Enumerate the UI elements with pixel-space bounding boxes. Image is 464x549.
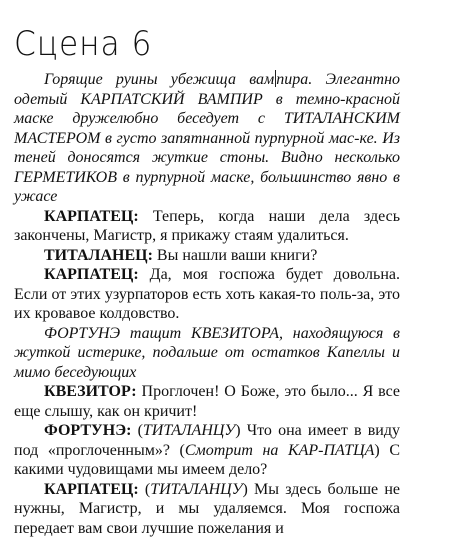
stage-direction: ФОРТУНЭ тащит КВЕЗИТОРА, находящуюся в жуткой истерике, подальше от остатков Капеллы и мимо беседующих — [14, 324, 400, 381]
dialogue-text: ) Что она имеет в виду под «проглоченным»? ( — [14, 422, 400, 459]
dialogue-line — [14, 265, 400, 324]
dialogue-text: ( — [138, 480, 151, 498]
speaker-name: КАРПАТЕЦ: — [44, 480, 139, 498]
stage-direction-text-b: пира. Элегантно одетый КАРПАТСКИЙ ВАМПИР в темно-красной маске дружелюбно беседует с ТИТАЛАНСКИМ МАСТЕРОМ в густо запятнанной пурпурной мас-ке. Из теней доносятся жуткие стоны. Видно несколько ГЕРМЕТИКОВ в пурпурной маске, большинство явно в ужасе — [14, 71, 400, 205]
dialogue-line — [14, 480, 400, 539]
dialogue-text: Теперь, когда наши дела здесь закончены, Магистр, я прикажу стаям удалиться. — [14, 207, 400, 244]
speaker-name: ТИТАЛАНЕЦ: — [44, 246, 153, 264]
aside-direction: ТИТАЛАНЦУ — [142, 422, 236, 439]
dialogue-text: ) Мы здесь больше не нужны, Магистр, и мы удаляемся. Моя госпожа передает вам свои лучшие пожелания и — [14, 480, 401, 537]
dialogue-line — [14, 207, 400, 246]
speaker-name: КАРПАТЕЦ: — [44, 207, 139, 225]
dialogue-line — [14, 421, 400, 480]
stage-direction — [14, 70, 400, 207]
dialogue-text: ) С какими чудовищами мы имеем дело? — [14, 441, 401, 478]
speaker-name: КАРПАТЕЦ: — [44, 266, 139, 283]
dialogue-text: Вы нашли ваши книги? — [152, 246, 318, 264]
script-page — [14, 26, 400, 538]
speaker-name: КВЕЗИТОР: — [44, 383, 137, 400]
dialogue-line — [14, 382, 400, 421]
speaker-name: ФОРТУНЭ: — [44, 422, 132, 439]
dialogue-text: Да, моя госпожа будет довольна. Если от этих узурпаторов есть хоть какая-то поль-за, это их кровавое колдовство. — [14, 266, 400, 322]
dialogue-text: ( — [131, 422, 143, 439]
dialogue-line — [14, 246, 400, 266]
dialogue-text: Проглочен! О Боже, это было... Я все еще слышу, как он кричит! — [14, 383, 400, 420]
script-body — [14, 70, 400, 538]
aside-direction: ТИТАЛАНЦУ — [150, 480, 243, 498]
scene-title: Сцена 6 — [14, 24, 153, 64]
stage-direction-text-a: Горящие руины убежища вам — [44, 71, 275, 88]
aside-direction: Смотрит на КАР-ПАТЦА — [184, 441, 375, 459]
